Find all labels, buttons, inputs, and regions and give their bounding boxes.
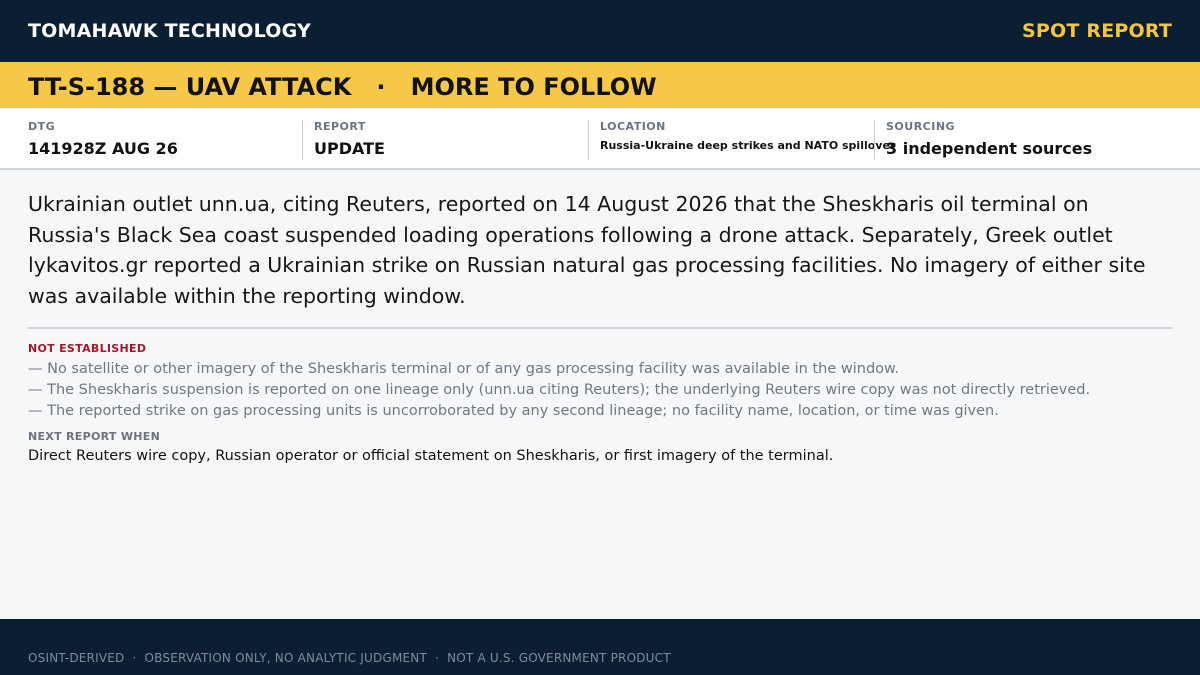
not-established-item: — The reported strike on gas processing units is uncorroborated by any second lineage; no facility name, location, or time was given. [28, 403, 999, 419]
meta-sourcing-value: 3 independent sources [886, 139, 1093, 158]
not-established-item: — The Sheskharis suspension is reported on one lineage only (unn.ua citing Reuters); the underlying Reuters wire copy was not directly retrieved. [28, 382, 1091, 398]
footer-disclaimer: OSINT-DERIVED · OBSERVATION ONLY, NO ANALYTIC JUDGMENT · NOT A U.S. GOVERNMENT PRODUCT [28, 651, 671, 665]
meta-location-label: LOCATION [600, 120, 666, 133]
summary-paragraph: Ukrainian outlet unn.ua, citing Reuters, reported on 14 August 2026 that the Sheskharis oil terminal on Russia's Black Sea coast suspended loading operations following a drone attack. Separately, Greek outlet lykavitos.gr reported a Ukrainian strike on Russian natural gas processing facilities. No imagery of either site was available within the reporting window. [28, 192, 1146, 308]
next-report-heading: NEXT REPORT WHEN [28, 430, 161, 443]
meta-location-value: Russia-Ukraine deep strikes and NATO spillover [600, 139, 896, 152]
footer-bar [0, 619, 1200, 675]
title-band [0, 62, 1200, 108]
meta-sourcing-label: SOURCING [886, 120, 956, 133]
meta-dtg-label: DTG [28, 120, 56, 133]
not-established-item: — No satellite or other imagery of the Sheskharis terminal or of any gas processing facility was available in the window. [28, 361, 900, 377]
meta-report [302, 120, 588, 160]
metadata-row [0, 108, 1200, 170]
next-report-text: Direct Reuters wire copy, Russian operator or official statement on Sheskharis, or first imagery of the terminal. [28, 448, 834, 464]
org-name: TOMAHAWK TECHNOLOGY [28, 20, 311, 42]
meta-dtg [28, 120, 302, 160]
meta-report-label: REPORT [314, 120, 366, 133]
meta-location [588, 120, 896, 160]
not-established-list [28, 359, 1178, 422]
section-divider [28, 327, 1172, 329]
meta-dtg-value: 141928Z AUG 26 [28, 139, 178, 158]
not-established-heading: NOT ESTABLISHED [28, 342, 147, 355]
meta-sourcing [874, 120, 1174, 160]
meta-report-value: UPDATE [314, 139, 385, 158]
header-bar [0, 0, 1200, 62]
report-type-label: SPOT REPORT [1022, 20, 1172, 42]
report-title: TT-S-188 — UAV ATTACK · MORE TO FOLLOW [28, 73, 657, 101]
